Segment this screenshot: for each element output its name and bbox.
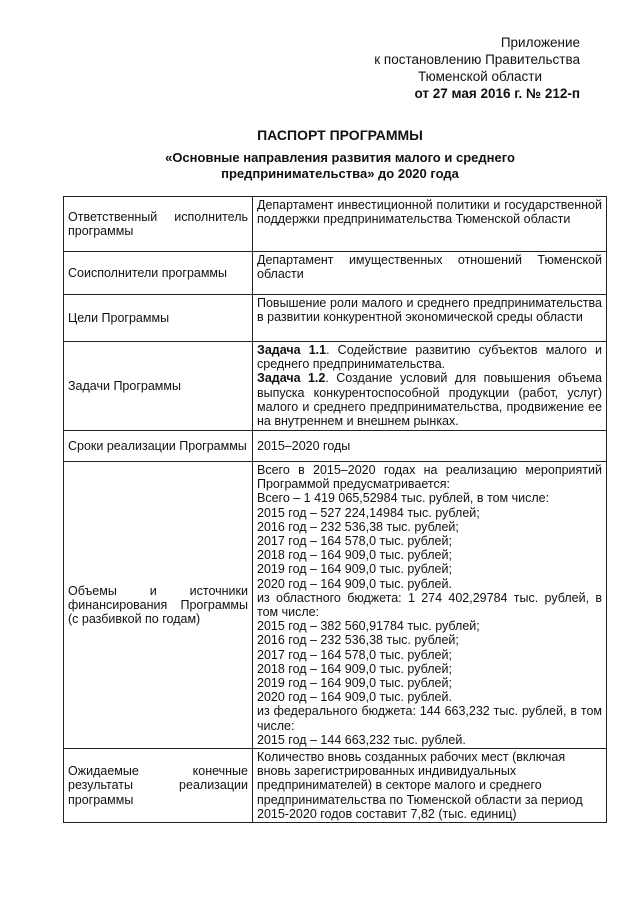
financing-line: 2016 год – 232 536,38 тыс. рублей; xyxy=(257,519,459,534)
table-row-terms xyxy=(64,431,607,462)
financing-label: Объемы и источники финансирования Программы (с разбивкой по годам) xyxy=(64,462,253,749)
appendix-label: Приложение xyxy=(500,35,580,50)
financing-line: 2020 год – 164 909,0 тыс. рублей. xyxy=(257,576,452,591)
financing-line: Всего – 1 419 065,52984 тыс. рублей, в том числе: xyxy=(257,491,550,506)
task-2-title: Задача 1.2 xyxy=(257,371,326,386)
goals-value: Повышение роли малого и среднего предпринимательства в развитии конкурентной экономической среды области xyxy=(253,295,607,342)
executor-label: Ответственный исполнитель программы xyxy=(64,197,253,252)
tasks-label: Задачи Программы xyxy=(64,342,253,431)
financing-line: из областного бюджета: 1 274 402,29784 тыс. рублей, в том числе: xyxy=(257,590,602,620)
appendix-header xyxy=(330,34,580,102)
financing-line: 2019 год – 164 909,0 тыс. рублей; xyxy=(257,562,452,577)
executor-value: Департамент инвестиционной политики и государственной поддержки предпринимательства Тюменской области xyxy=(253,197,607,252)
subtitle-line-2: предпринимательства» до 2020 года xyxy=(221,166,459,181)
financing-line: 2020 год – 164 909,0 тыс. рублей. xyxy=(257,690,452,705)
task-2-text: . Создание условий для повышения объема выпуска конкурентоспособной продукции (работ, услуг) малого и среднего предпринимательства, продвижение ее на внутреннем и внешнем рынках. xyxy=(257,371,602,429)
table-row-executor xyxy=(64,197,607,252)
coexecutors-value: Департамент имущественных отношений Тюменской области xyxy=(253,252,607,295)
financing-line: из федерального бюджета: 144 663,232 тыс. рублей, в том числе: xyxy=(257,704,602,733)
table-row-coexecutors xyxy=(64,252,607,295)
table-row-goals xyxy=(64,295,607,342)
document-subtitle xyxy=(60,150,620,182)
appendix-decree-ref: от 27 мая 2016 г. № 212-п xyxy=(414,86,580,101)
results-value: Количество вновь созданных рабочих мест (включая вновь зарегистрированных индивидуальных предпринимателей) в секторе малого и среднего предпринимательства по Тюменской области за период 2015-2020 годов составит 7,82 (тыс. единиц) xyxy=(253,749,607,823)
task-1-text: . Содействие развитию субъектов малого и среднего предпринимательства. xyxy=(257,343,602,372)
financing-line: 2017 год – 164 578,0 тыс. рублей; xyxy=(257,534,452,549)
document-title: ПАСПОРТ ПРОГРАММЫ xyxy=(257,127,423,143)
coexecutors-label: Соисполнители программы xyxy=(64,252,253,295)
task-2 xyxy=(257,371,602,428)
task-1-title: Задача 1.1 xyxy=(257,343,327,357)
financing-line: 2015 год – 144 663,232 тыс. рублей. xyxy=(257,732,466,747)
table-row-tasks xyxy=(64,342,607,431)
financing-line: 2018 год – 164 909,0 тыс. рублей; xyxy=(257,548,452,563)
results-label: Ожидаемые конечные результаты реализации программы xyxy=(64,749,253,823)
financing-line: 2016 год – 232 536,38 тыс. рублей; xyxy=(257,633,459,648)
table-row-financing xyxy=(64,462,607,749)
financing-line: 2015 год – 382 560,91784 тыс. рублей; xyxy=(257,619,480,634)
passport-table xyxy=(63,196,607,823)
terms-value: 2015–2020 годы xyxy=(253,431,607,462)
terms-label: Сроки реализации Программы xyxy=(64,431,253,462)
table-row-results xyxy=(64,749,607,823)
financing-line: Всего в 2015–2020 годах на реализацию мероприятий Программой предусматривается: xyxy=(257,463,602,492)
task-1 xyxy=(257,343,602,371)
subtitle-line-1: «Основные направления развития малого и среднего xyxy=(165,150,515,165)
tasks-value xyxy=(253,342,607,431)
financing-line: 2015 год – 527 224,14984 тыс. рублей; xyxy=(257,505,480,520)
financing-value xyxy=(253,462,607,749)
financing-line: 2019 год – 164 909,0 тыс. рублей; xyxy=(257,676,452,691)
goals-label: Цели Программы xyxy=(64,295,253,342)
appendix-decree-line: к постановлению Правительства xyxy=(374,52,580,67)
financing-line: 2017 год – 164 578,0 тыс. рублей; xyxy=(257,647,452,662)
financing-line: 2018 год – 164 909,0 тыс. рублей; xyxy=(257,661,452,676)
appendix-region-line: Тюменской области xyxy=(418,69,542,84)
